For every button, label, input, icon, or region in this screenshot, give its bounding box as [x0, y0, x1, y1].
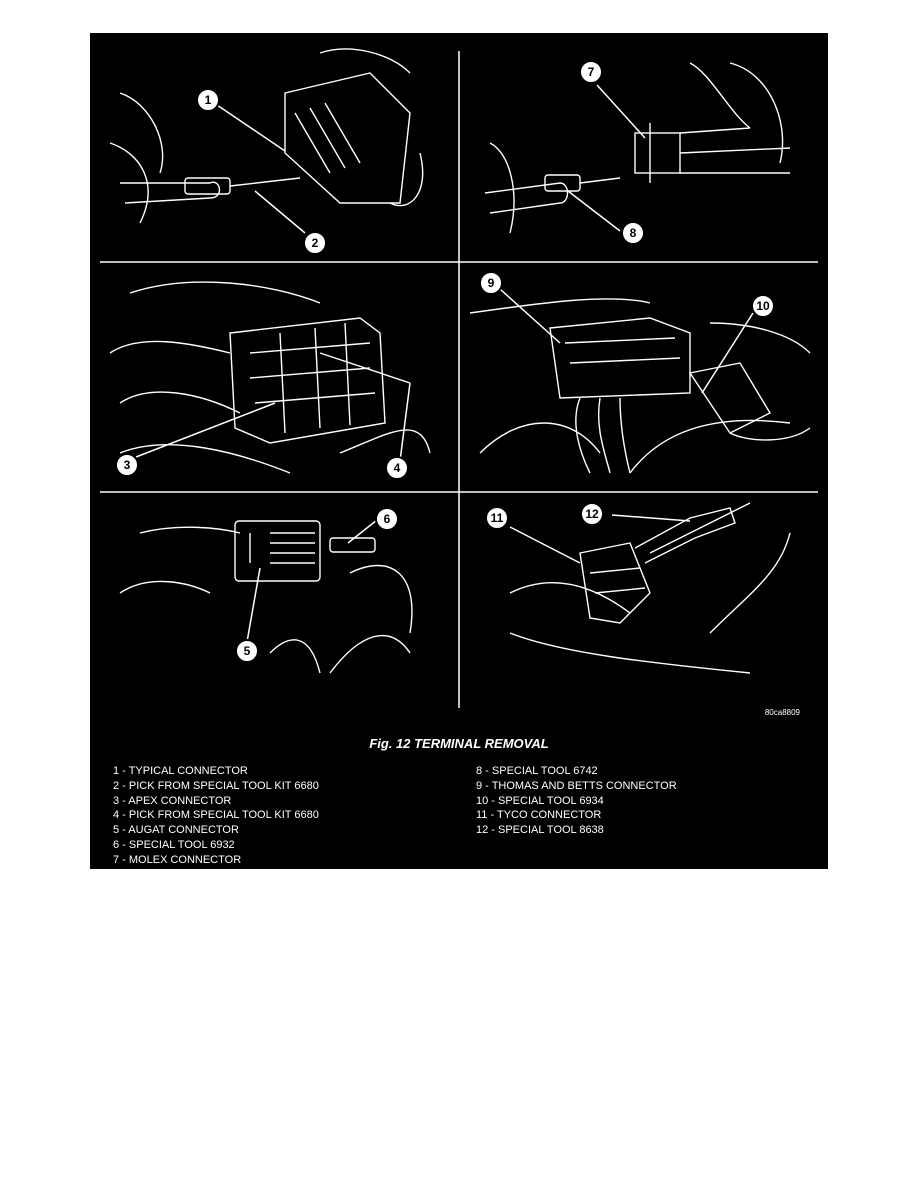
leader-lines: [136, 85, 753, 642]
panel-thomas-betts-connector: [470, 299, 810, 473]
terminal-removal-figure: [90, 33, 828, 869]
legend-item: 12 - SPECIAL TOOL 8638: [476, 824, 604, 837]
panel-apex-connector: [110, 282, 430, 473]
callout-3: [116, 454, 138, 476]
svg-text:2: 2: [311, 236, 319, 250]
panel-molex-connector: [485, 63, 790, 233]
panel-augat-connector: [120, 521, 412, 673]
callout-6: [376, 508, 398, 530]
svg-text:8: 8: [629, 226, 637, 240]
illustration: [90, 33, 828, 713]
legend-right: [476, 764, 677, 838]
svg-text:5: 5: [243, 644, 251, 658]
legend-item: 2 - PICK FROM SPECIAL TOOL KIT 6680: [113, 779, 319, 792]
legend-item: 7 - MOLEX CONNECTOR: [113, 853, 242, 866]
panel-tyco-connector: [510, 503, 790, 673]
legend-item: 9 - THOMAS AND BETTS CONNECTOR: [476, 779, 677, 792]
callout-11: [486, 507, 508, 529]
svg-text:12: 12: [585, 507, 599, 521]
callout-7: [580, 61, 602, 83]
callout-9: [480, 272, 502, 294]
legend-item: 8 - SPECIAL TOOL 6742: [476, 765, 598, 777]
legend-item: 1 - TYPICAL CONNECTOR: [113, 765, 248, 777]
legend-item: 10 - SPECIAL TOOL 6934: [476, 794, 604, 807]
legend-item: 3 - APEX CONNECTOR: [113, 794, 232, 807]
svg-text:10: 10: [756, 299, 770, 313]
svg-text:9: 9: [487, 276, 495, 290]
legend-item: 5 - AUGAT CONNECTOR: [113, 824, 239, 837]
legend-item: 11 - TYCO CONNECTOR: [476, 809, 602, 822]
callout-8: [622, 222, 644, 244]
svg-text:1: 1: [204, 93, 212, 107]
callout-12: [581, 503, 603, 525]
svg-text:6: 6: [383, 512, 391, 526]
figure-code: 80ca8809: [764, 708, 800, 717]
svg-text:4: 4: [393, 461, 401, 475]
svg-text:7: 7: [587, 65, 595, 79]
callout-5: [236, 640, 258, 662]
legend-left: [113, 764, 319, 868]
callout-1: [197, 89, 219, 111]
legend-item: 6 - SPECIAL TOOL 6932: [113, 838, 235, 851]
callout-10: [752, 295, 774, 317]
legend-item: 4 - PICK FROM SPECIAL TOOL KIT 6680: [113, 809, 319, 822]
panel-typical-connector: [110, 49, 423, 223]
callout-4: [386, 457, 408, 479]
figure-caption: Fig. 12 TERMINAL REMOVAL: [369, 736, 549, 751]
svg-text:11: 11: [490, 511, 504, 525]
svg-text:3: 3: [123, 458, 131, 472]
callout-2: [304, 232, 326, 254]
